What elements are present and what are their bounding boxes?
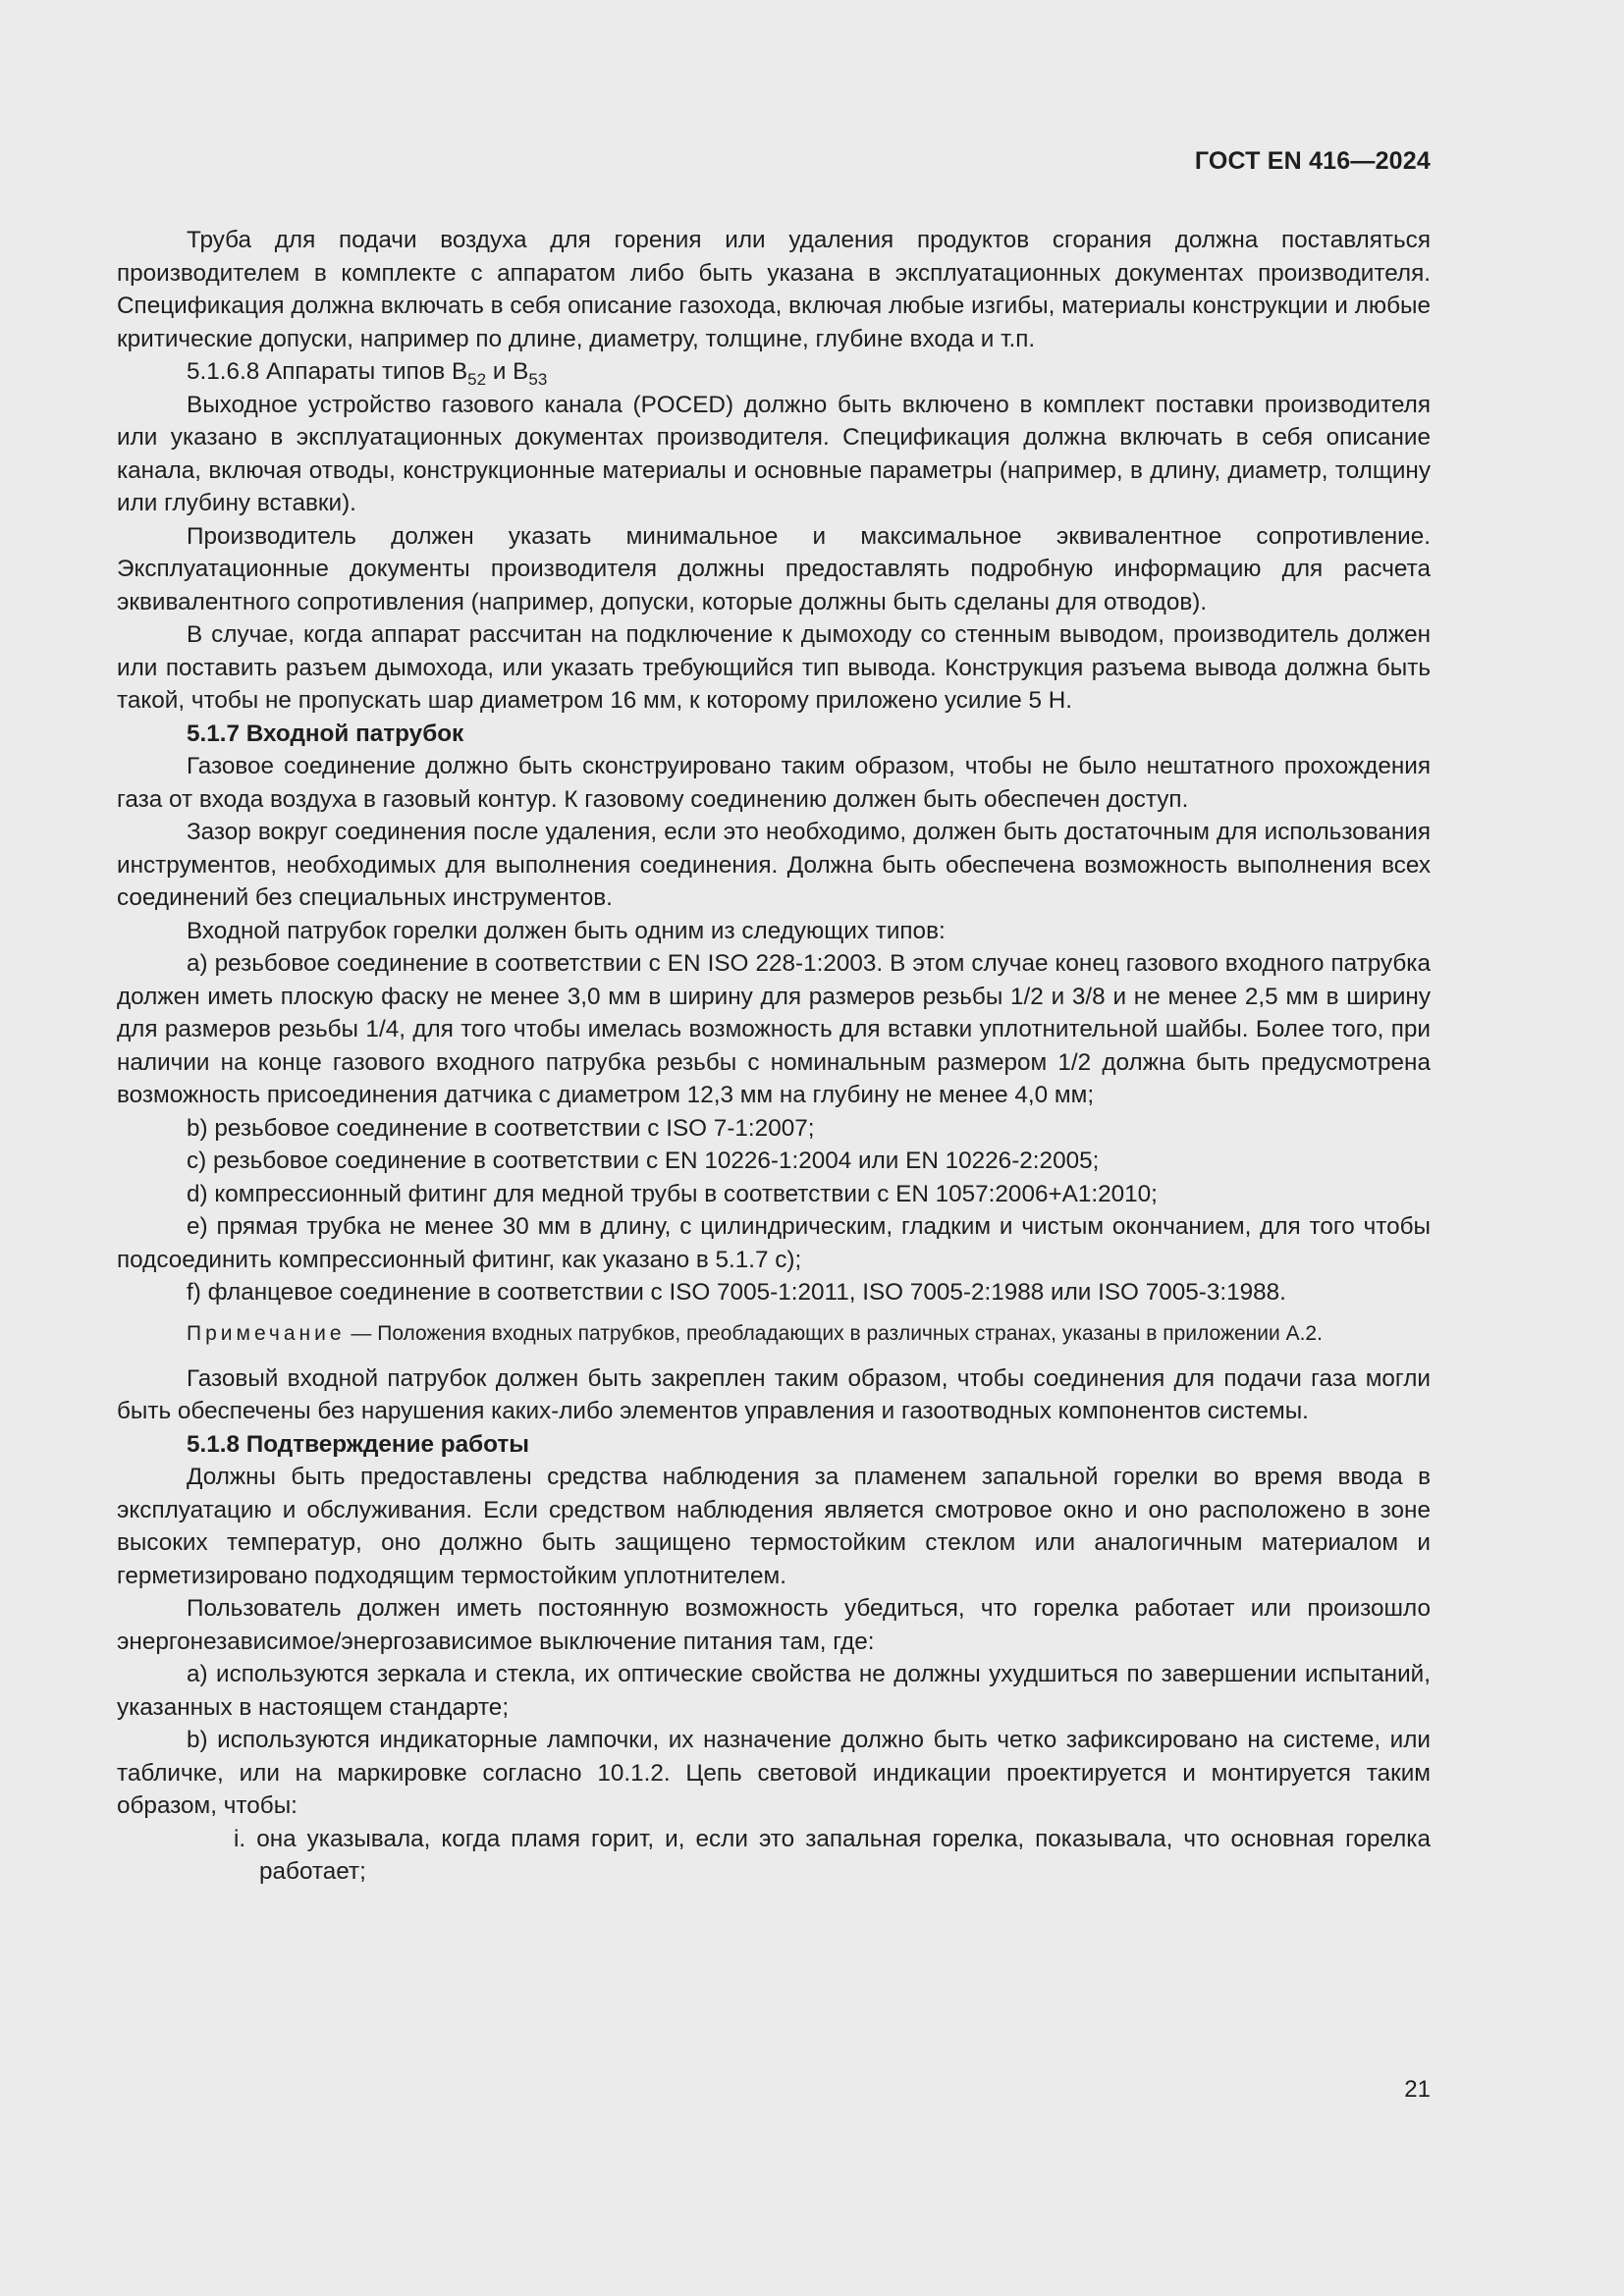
list-item: a) используются зеркала и стекла, их оптические свойства не должны ухудшиться по завершении испытаний, указанных в настоящем стандарте; xyxy=(117,1661,1431,1721)
paragraph: Зазор вокруг соединения после удаления, если это необходимо, должен быть достаточным для использования инструментов, необходимых для выполнения соединения. Должна быть обеспечена возможность выполнения всех соединений без специальных инструментов. xyxy=(117,819,1431,911)
paragraph: Газовое соединение должно быть сконструировано таким образом, чтобы не было нештатного прохождения газа от входа воздуха в газовый контур. К газовому соединению должен быть обеспечен доступ. xyxy=(117,753,1431,813)
sub-list-text: она указывала, когда пламя горит, и, если это запальная горелка, показывала, что основная горелка работает; xyxy=(256,1825,1431,1885)
sub-list-marker: i. xyxy=(234,1825,246,1852)
paragraph: Входной патрубок горелки должен быть одним из следующих типов: xyxy=(187,917,946,944)
paragraph: Производитель должен указать минимальное и максимальное эквивалентное сопротивление. Эксплуатационные документы производителя должны предоставлять подробную информацию для расчета эквивалентного сопротивления (например, допуски, которые должны быть сделаны для отводов). xyxy=(117,522,1431,615)
note xyxy=(117,1318,1431,1349)
paragraph: Выходное устройство газового канала (POCED) должно быть включено в комплект поставки производителя или указано в эксплуатационных документах производителя. Спецификация должна включать в себя описание канала, включая отводы, конструкционные материалы и основные параметры (например, в длину, диаметр, толщину или глубину вставки). xyxy=(117,391,1431,516)
section-heading-5-1-7: 5.1.7 Входной патрубок xyxy=(187,720,464,747)
list-item: d) компрессионный фитинг для медной трубы в соответствии с EN 1057:2006+A1:2010; xyxy=(187,1180,1158,1207)
document-page xyxy=(117,0,1431,2296)
page-number: 21 xyxy=(1404,2076,1431,2103)
note-label: Примечание xyxy=(187,1321,346,1345)
paragraph: В случае, когда аппарат рассчитан на подключение к дымоходу со стенным выводом, производитель должен или поставить разъем дымохода, или указать требующийся тип вывода. Конструкция разъема вывода должна быть такой, чтобы не пропускать шар диаметром 16 мм, к которому приложено усилие 5 Н. xyxy=(117,621,1431,714)
paragraph: Труба для подачи воздуха для горения или удаления продуктов сгорания должна поставляться производителем в комплекте с аппаратом либо быть указана в эксплуатационных документах производителя. Спецификация должна включать в себя описание газохода, включая любые изгибы, материалы конструкции и любые критические допуски, например по длине, диаметру, толщине, глубине входа и т.п. xyxy=(117,227,1431,352)
list-item: e) прямая трубка не менее 30 мм в длину, с цилиндрическим, гладким и чистым окончанием, для того чтобы подсоединить компрессионный фитинг, как указано в 5.1.7 c); xyxy=(117,1213,1431,1273)
clause-heading-5-1-6-8: 5.1.6.8 Аппараты типов $B_{52}$ и $B_{53}$ xyxy=(187,358,548,389)
list-item: f) фланцевое соединение в соответствии с ISO 7005-1:2011, ISO 7005-2:1988 или ISO 7005-3:1988. xyxy=(187,1279,1286,1306)
document-body xyxy=(117,224,1431,1889)
list-item: c) резьбовое соединение в соответствии с EN 10226-1:2004 или EN 10226-2:2005; xyxy=(187,1148,1100,1174)
list-item: b) резьбовое соединение в соответствии с ISO 7-1:2007; xyxy=(187,1114,815,1142)
list-item: a) резьбовое соединение в соответствии с EN ISO 228-1:2003. В этом случае конец газового входного патрубка должен иметь плоскую фаску не менее 3,0 мм в ширину для размеров резьбы 1/2 и 3/8 и не менее 2,5 мм в ширину для размеров резьбы 1/4, для того чтобы имелась возможность для вставки уплотнительной шайбы. Более того, при наличии на конце газового входного патрубка резьбы с номинальным размером 1/2 должна быть предусмотрена возможность присоединения датчика с диаметром 12,3 мм на глубину не менее 4,0 мм; xyxy=(117,950,1431,1108)
section-heading-5-1-8: 5.1.8 Подтверждение работы xyxy=(187,1430,530,1458)
paragraph: Газовый входной патрубок должен быть закреплен таким образом, чтобы соединения для подачи газа могли быть обеспечены без нарушения каких-либо элементов управления и газоотводных компонентов системы. xyxy=(117,1364,1431,1424)
note-text: — Положения входных патрубков, преобладающих в различных странах, указаны в приложении А.2. xyxy=(345,1321,1323,1345)
paragraph: Должны быть предоставлены средства наблюдения за пламенем запальной горелки во время ввода в эксплуатацию и обслуживания. Если средством наблюдения является смотровое окно и оно расположено в зоне высоких температур, оно должно быть защищено термостойким стеклом или аналогичным материалом и герметизировано подходящим термостойким уплотнителем. xyxy=(117,1464,1431,1589)
list-item: b) используются индикаторные лампочки, их назначение должно быть четко зафиксировано на системе, или табличке, или на маркировке согласно 10.1.2. Цепь световой индикации проектируется и монтируется таким образом, чтобы: xyxy=(117,1727,1431,1819)
document-header: ГОСТ EN 416—2024 xyxy=(1194,147,1431,175)
paragraph: Пользователь должен иметь постоянную возможность убедиться, что горелка работает или произошло энергонезависимое/энергозависимое выключение питания там, где: xyxy=(117,1595,1431,1655)
sub-list-item xyxy=(117,1823,1431,1889)
